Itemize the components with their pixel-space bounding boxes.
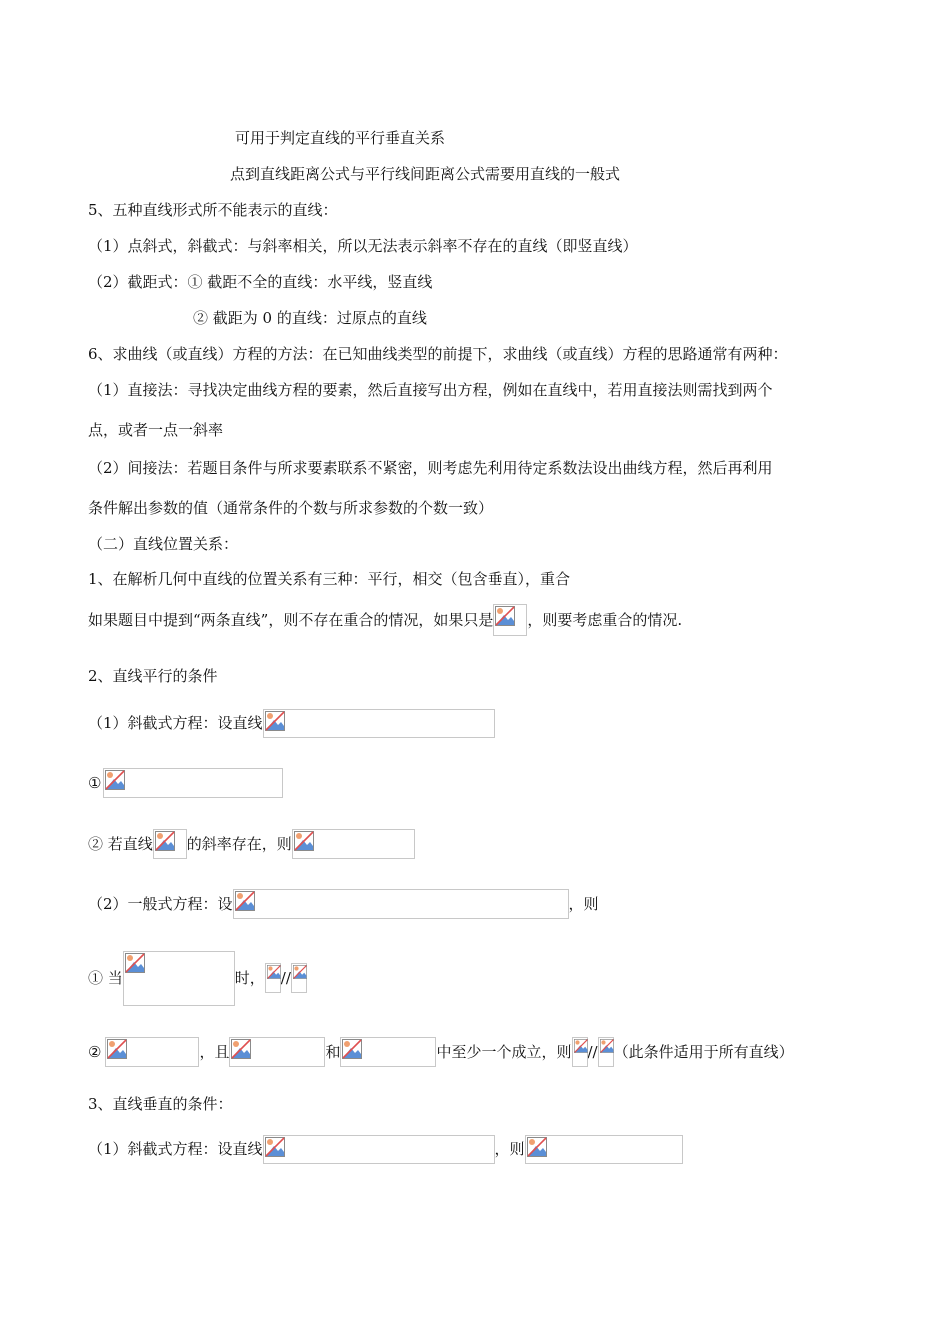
formula-image bbox=[291, 963, 307, 993]
text-line-4: （1）点斜式，斜截式：与斜率相关，所以无法表示斜率不存在的直线（即竖直线） bbox=[88, 237, 638, 255]
text-segment: ，则 bbox=[568, 895, 599, 913]
heading-2-parallel: 2、直线平行的条件 bbox=[88, 667, 218, 685]
text-segment: （1）斜截式方程：设直线 bbox=[88, 1140, 263, 1158]
text-segment: ① 当 bbox=[88, 969, 123, 987]
text-line-1: 可用于判定直线的平行垂直关系 bbox=[235, 129, 446, 147]
text-line-11: 条件解出参数的值（通常条件的个数与所求参数的个数一致） bbox=[88, 499, 494, 517]
broken-image-icon bbox=[265, 1137, 285, 1157]
formula-image bbox=[153, 829, 187, 859]
broken-image-icon bbox=[294, 831, 314, 851]
formula-image bbox=[340, 1037, 436, 1067]
parallel-symbol: // bbox=[280, 969, 291, 987]
text-segment: 中至少一个成立，则 bbox=[436, 1043, 572, 1061]
text-segment: ，且 bbox=[199, 1043, 230, 1061]
parallel-symbol: // bbox=[587, 1043, 598, 1061]
text-segment: ，则 bbox=[494, 1140, 525, 1158]
text-line-14 bbox=[88, 602, 682, 637]
formula-image bbox=[105, 1037, 199, 1067]
text-segment: 如果题目中提到“两条直线”，则不存在重合的情况，如果只是 bbox=[88, 611, 494, 629]
formula-image bbox=[263, 1135, 495, 1164]
formula-image bbox=[103, 768, 283, 798]
broken-image-icon bbox=[107, 1039, 127, 1059]
text-line-20 bbox=[88, 948, 307, 1007]
broken-image-icon bbox=[527, 1137, 547, 1157]
text-segment: ，则要考虑重合的情况. bbox=[527, 611, 683, 629]
text-segment: （2）一般式方程：设 bbox=[88, 895, 233, 913]
broken-image-icon bbox=[125, 953, 145, 973]
text-segment: （此条件适用于所有直线） bbox=[613, 1043, 794, 1061]
formula-image bbox=[233, 889, 569, 919]
formula-image bbox=[598, 1037, 614, 1067]
formula-image bbox=[525, 1135, 683, 1164]
section-heading-2: （二）直线位置关系： bbox=[88, 535, 239, 553]
text-line-6: ② 截距为 0 的直线：过原点的直线 bbox=[193, 309, 427, 327]
text-segment: （1）斜截式方程：设直线 bbox=[88, 714, 263, 732]
text-segment: ② 若直线 bbox=[88, 835, 153, 853]
broken-image-icon bbox=[105, 770, 125, 790]
broken-image-icon bbox=[342, 1039, 362, 1059]
text-segment: ① bbox=[88, 774, 102, 792]
heading-3-perpendicular: 3、直线垂直的条件： bbox=[88, 1095, 233, 1113]
broken-image-icon bbox=[235, 891, 255, 911]
broken-image-icon bbox=[265, 711, 285, 731]
broken-image-icon bbox=[495, 606, 515, 626]
text-line-23 bbox=[88, 1131, 683, 1166]
text-line-10: （2）间接法：若题目条件与所求要素联系不紧密，则考虑先利用待定系数法设出曲线方程，然后再利用 bbox=[88, 459, 773, 477]
heading-6: 6、求曲线（或直线）方程的方法：在已知曲线类型的前提下，求曲线（或直线）方程的思路通常有两种： bbox=[88, 345, 788, 363]
text-line-9: 点，或者一点一斜率 bbox=[88, 421, 224, 439]
text-line-17 bbox=[88, 766, 283, 799]
text-line-18 bbox=[88, 826, 415, 861]
broken-image-icon bbox=[600, 1039, 614, 1053]
broken-image-icon bbox=[574, 1039, 588, 1053]
formula-image bbox=[265, 963, 281, 993]
heading-5: 5、五种直线形式所不能表示的直线： bbox=[88, 201, 338, 219]
formula-image bbox=[493, 604, 527, 636]
broken-image-icon bbox=[155, 831, 175, 851]
broken-image-icon bbox=[231, 1039, 251, 1059]
text-segment: 的斜率存在，则 bbox=[186, 835, 292, 853]
broken-image-icon bbox=[267, 965, 281, 979]
text-line-5: （2）截距式：① 截距不全的直线：水平线，竖直线 bbox=[88, 273, 433, 291]
formula-image bbox=[263, 709, 495, 738]
formula-image bbox=[229, 1037, 325, 1067]
text-segment: ② bbox=[88, 1043, 102, 1061]
text-line-8: （1）直接法：寻找决定曲线方程的要素，然后直接写出方程，例如在直线中，若用直接法则需找到两个 bbox=[88, 381, 773, 399]
text-segment: 和 bbox=[325, 1043, 341, 1061]
text-line-19 bbox=[88, 886, 599, 921]
text-line-16 bbox=[88, 706, 495, 739]
formula-image bbox=[572, 1037, 588, 1067]
broken-image-icon bbox=[293, 965, 307, 979]
text-line-21 bbox=[88, 1034, 794, 1069]
text-segment: 时， bbox=[234, 969, 265, 987]
text-line-13: 1、在解析几何中直线的位置关系有三种：平行，相交（包含垂直），重合 bbox=[88, 570, 571, 588]
formula-image bbox=[123, 951, 235, 1006]
formula-image bbox=[292, 829, 415, 859]
text-line-2: 点到直线距离公式与平行线间距离公式需要用直线的一般式 bbox=[230, 165, 621, 183]
